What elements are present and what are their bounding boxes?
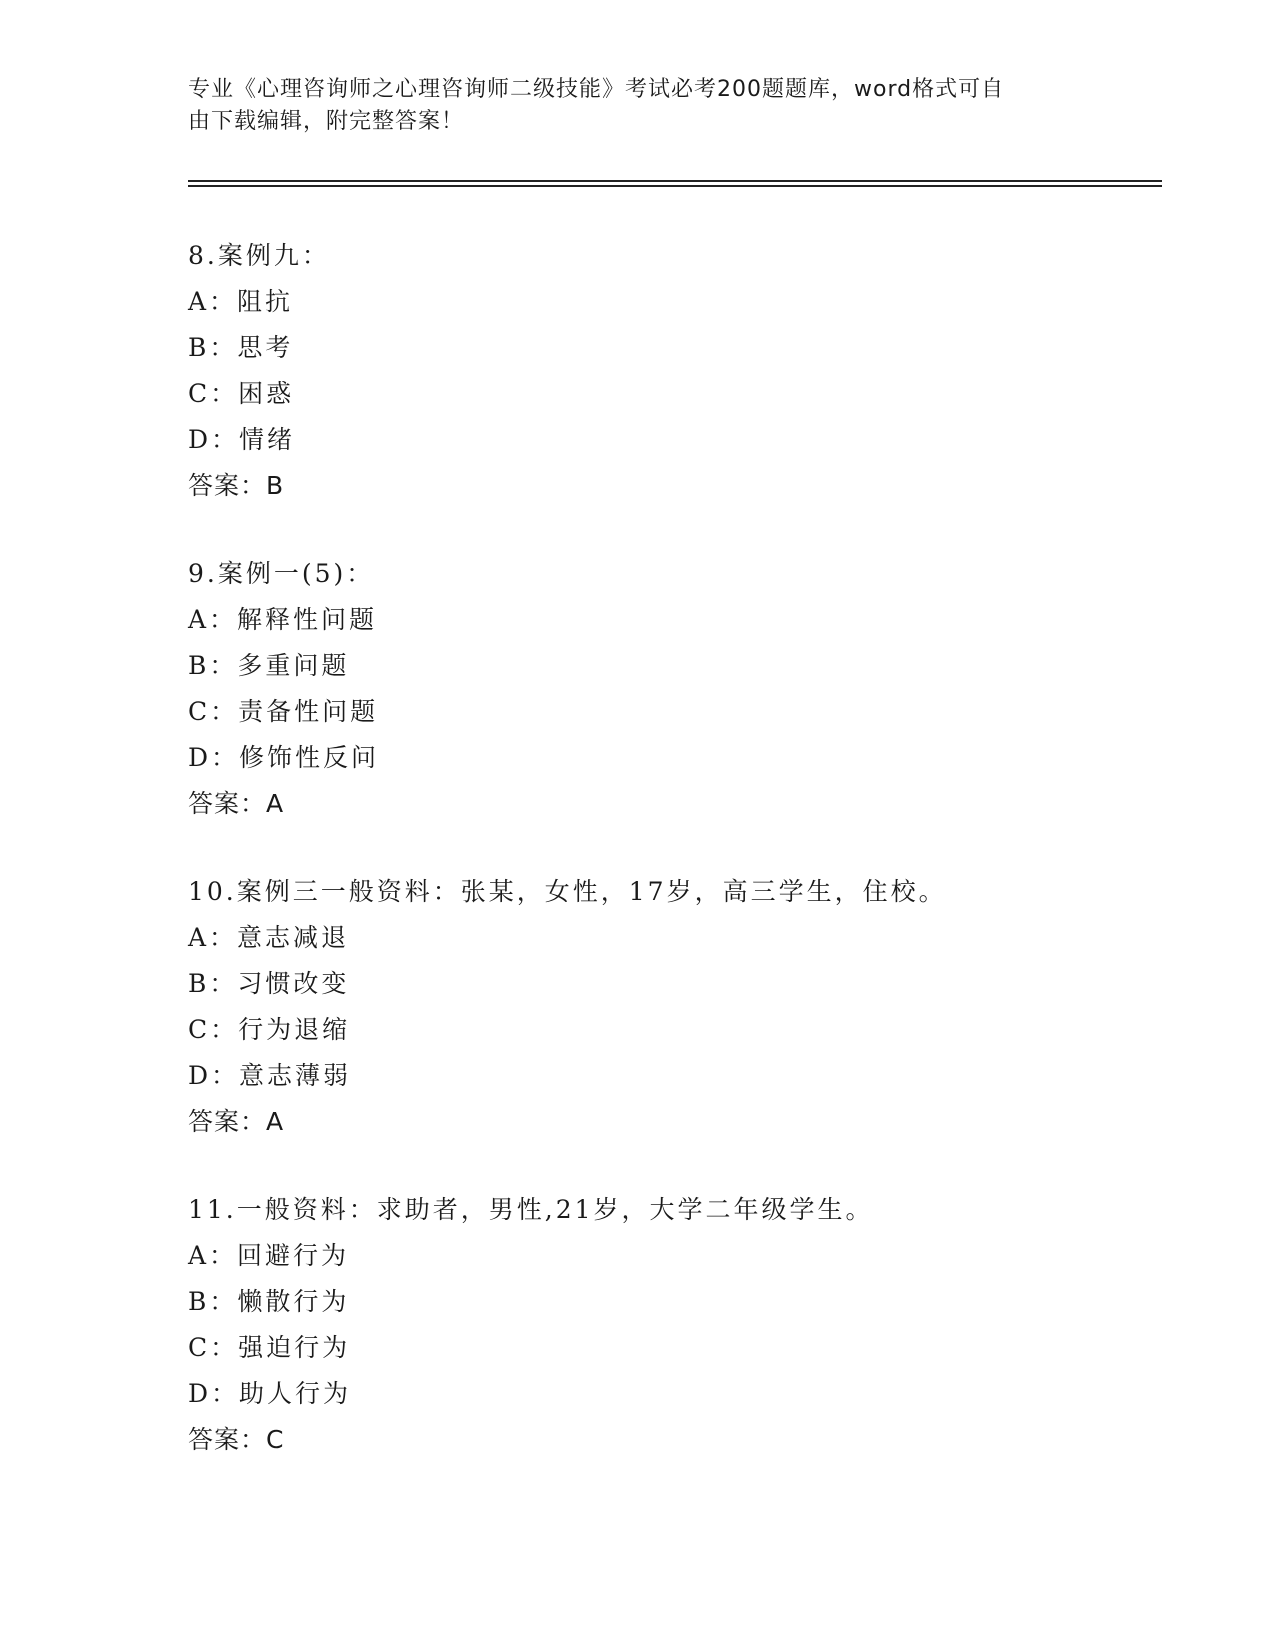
option-d: D：修饰性反问 <box>188 743 380 772</box>
question-stem: 9.案例一(5)： <box>188 559 375 588</box>
header-divider-bottom <box>188 185 1162 187</box>
option-a: A：意志减退 <box>188 923 350 952</box>
option-d: D：情绪 <box>188 425 296 454</box>
option-b: B：思考 <box>188 333 294 362</box>
option-d: D：助人行为 <box>188 1379 352 1408</box>
question-11 <box>188 1187 874 1463</box>
document-header <box>188 74 1068 138</box>
question-stem: 11.一般资料：求助者，男性,21岁，大学二年级学生。 <box>188 1195 874 1224</box>
question-stem: 8.案例九： <box>188 241 330 270</box>
option-a: A：阻抗 <box>188 287 294 316</box>
header-divider-top <box>188 180 1162 182</box>
question-9 <box>188 551 379 827</box>
question-10 <box>188 869 947 1145</box>
answer: 答案：A <box>188 789 285 818</box>
option-c: C：责备性问题 <box>188 697 379 726</box>
option-c: C：强迫行为 <box>188 1333 351 1362</box>
header-line-1: 专业《心理咨询师之心理咨询师二级技能》考试必考200题题库，word格式可自 <box>188 77 1005 102</box>
option-d: D：意志薄弱 <box>188 1061 352 1090</box>
question-8 <box>188 233 330 509</box>
answer: 答案：C <box>188 1425 285 1454</box>
option-b: B：多重问题 <box>188 651 350 680</box>
option-c: C：困惑 <box>188 379 295 408</box>
answer: 答案：B <box>188 471 285 500</box>
option-a: A：解释性问题 <box>188 605 378 634</box>
header-line-2: 由下载编辑，附完整答案！ <box>188 109 465 134</box>
option-b: B：习惯改变 <box>188 969 350 998</box>
option-c: C：行为退缩 <box>188 1015 351 1044</box>
option-a: A：回避行为 <box>188 1241 350 1270</box>
answer: 答案：A <box>188 1107 285 1136</box>
option-b: B：懒散行为 <box>188 1287 350 1316</box>
question-stem: 10.案例三一般资料：张某，女性，17岁，高三学生，住校。 <box>188 877 947 906</box>
